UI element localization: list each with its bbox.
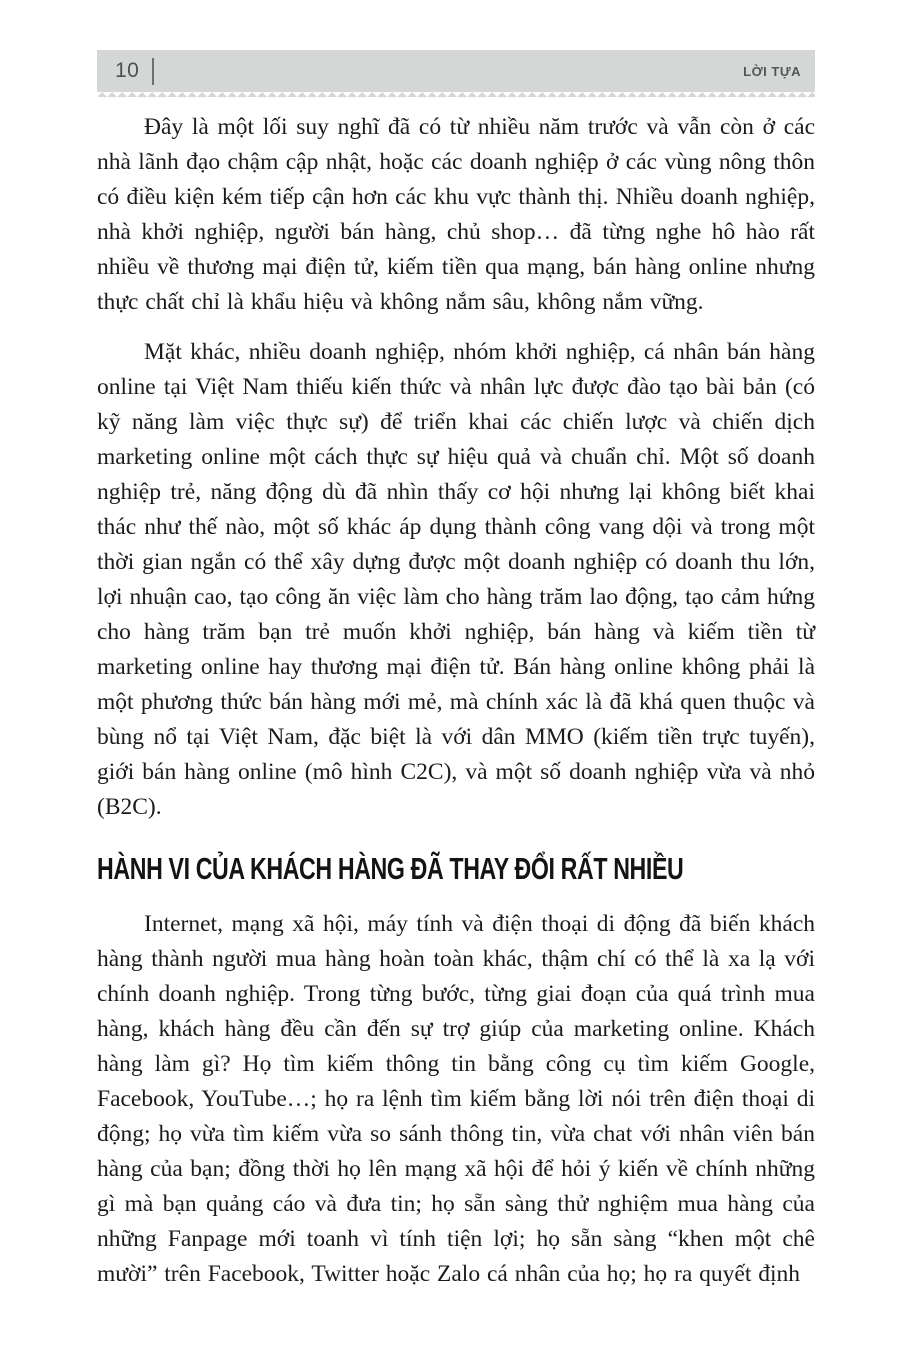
running-title: LỜI TỰA xyxy=(743,63,801,79)
page-body xyxy=(97,110,815,1292)
paragraph-1: Đây là một lối suy nghĩ đã có từ nhiều năm trước và vẫn còn ở các nhà lãnh đạo chậm cập nhật, hoặc các doanh nghiệp ở các vùng nông thôn có điều kiện kém tiếp cận hơn các khu vực thành thị. Nhiều doanh nghiệp, nhà khởi nghiệp, người bán hàng, chủ shop… đã từng nghe hô hào rất nhiều về thương mại điện tử, kiếm tiền qua mạng, bán hàng online nhưng thực chất chỉ là khẩu hiệu và không nắm sâu, không nắm vững. xyxy=(97,114,815,315)
section-paragraph-1: Internet, mạng xã hội, máy tính và điện thoại di động đã biến khách hàng thành người mua hàng hoàn toàn khác, thậm chí có thể là xa lạ với chính doanh nghiệp. Trong từng bước, từng giai đoạn của quá trình mua hàng, khách hàng đều cần đến sự trợ giúp của marketing online. Khách hàng làm gì? Họ tìm kiếm thông tin bằng công cụ tìm kiếm Google, Facebook, YouTube…; họ ra lệnh tìm kiếm bằng lời nói trên điện thoại di động; họ vừa tìm kiếm vừa so sánh thông tin, vừa chat với nhân viên bán hàng của bạn; đồng thời họ lên mạng xã hội để hỏi ý kiến về chính những gì mà bạn quảng cáo và đưa tin; họ sẵn sàng thử nghiệm mua hàng của những Fanpage mới toanh vì tính tiện lợi; họ sẵn sàng “khen một chê mười” trên Facebook, Twitter hoặc Zalo cá nhân của họ; họ ra quyết định xyxy=(97,911,815,1287)
header-left-group xyxy=(115,58,154,85)
paragraph-2: Mặt khác, nhiều doanh nghiệp, nhóm khởi nghiệp, cá nhân bán hàng online tại Việt Nam thiếu kiến thức và nhân lực được đào tạo bài bản (có kỹ năng làm việc thực sự) để triển khai các chiến lược và chiến dịch marketing online một cách thực sự hiệu quả và chuẩn chỉ. Một số doanh nghiệp trẻ, năng động dù đã nhìn thấy cơ hội nhưng lại không biết khai thác như thế nào, một số khác áp dụng thành công vang dội và trong một thời gian ngắn có thể xây dựng được một doanh nghiệp có doanh thu lớn, lợi nhuận cao, tạo công ăn việc làm cho hàng trăm lao động, tạo cảm hứng cho hàng trăm bạn trẻ muốn khởi nghiệp, bán hàng và kiếm tiền từ marketing online hay thương mại điện tử. Bán hàng online không phải là một phương thức bán hàng mới mẻ, mà chính xác là đã khá quen thuộc và bùng nổ tại Việt Nam, đặc biệt là với dân MMO (kiếm tiền trực tuyến), giới bán hàng online (mô hình C2C), và một số doanh nghiệp vừa và nhỏ (B2C). xyxy=(97,339,815,820)
header-divider xyxy=(152,58,154,85)
page-header xyxy=(97,50,815,92)
section-heading: HÀNH VI CỦA KHÁCH HÀNG ĐÃ THAY ĐỔI RẤT NHIỀU xyxy=(97,852,684,886)
page-number: 10 xyxy=(115,59,140,82)
